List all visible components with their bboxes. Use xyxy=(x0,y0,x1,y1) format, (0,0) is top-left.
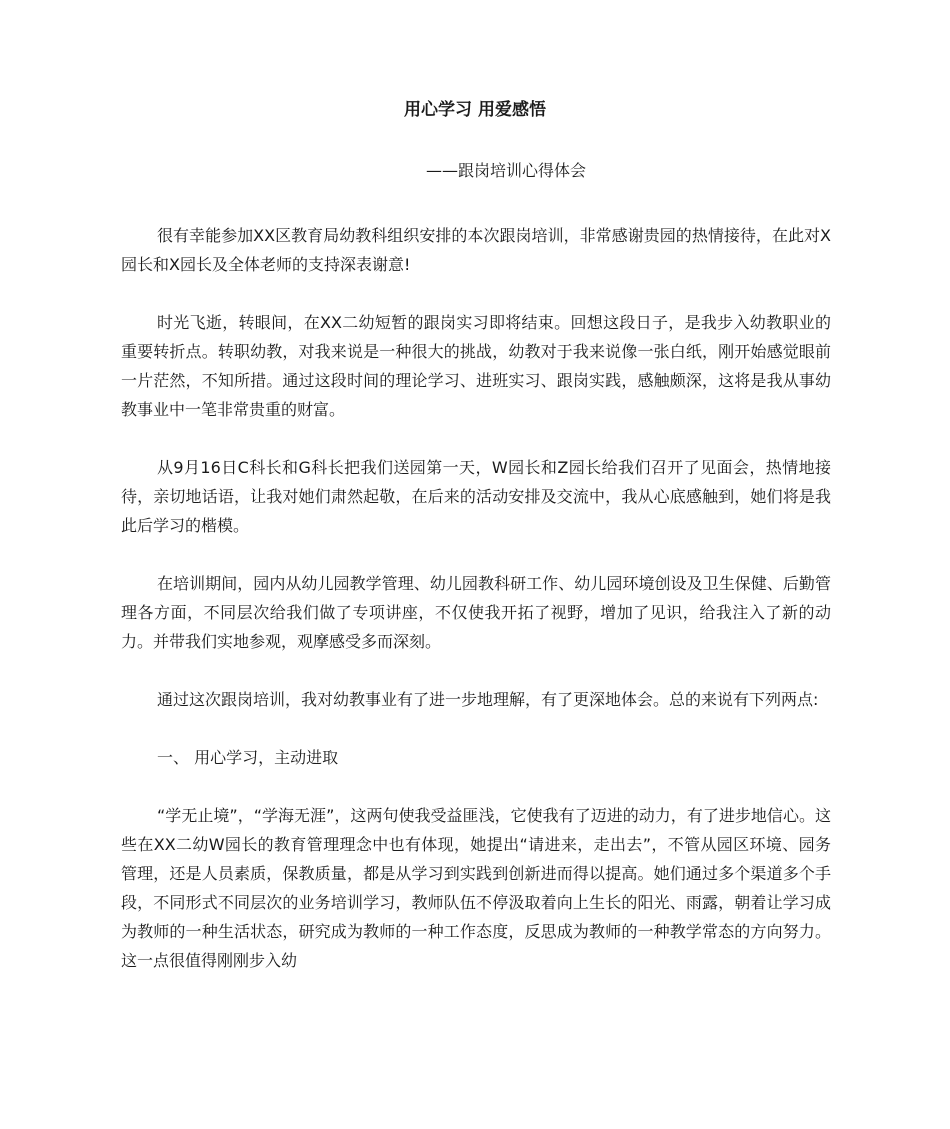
document-title: 用心学习 用爱感悟 xyxy=(404,100,546,120)
paragraph-4: 在培训期间，园内从幼儿园教学管理、幼儿园教科研工作、幼儿园环境创设及卫生保健、后勤管理各方面，不同层次给我们做了专项讲座，不仅使我开拓了视野，增加了见识，给我注入了新的动力。并带我们实地参观，观摩感受多而深刻。 xyxy=(121,574,831,651)
section-heading: 一、 用心学习，主动进取 xyxy=(157,748,339,767)
paragraph-2: 时光飞逝，转眼间，在XX二幼短暂的跟岗实习即将结束。回想这段日子，是我步入幼教职业的重要转折点。转职幼教，对我来说是一种很大的挑战，幼教对于我来说像一张白纸，刚开始感觉眼前一片茫然，不知所措。通过这段时间的理论学习、进班实习、跟岗实践，感触颇深，这将是我从事幼教事业中一笔非常贵重的财富。 xyxy=(121,313,831,419)
paragraph-5: 通过这次跟岗培训，我对幼教事业有了进一步地理解，有了更深地体会。总的来说有下列两点: xyxy=(157,690,819,709)
document-subtitle: ——跟岗培训心得体会 xyxy=(426,161,587,180)
section-paragraph: “学无止境”，“学海无涯”，这两句使我受益匪浅，它使我有了迈进的动力，有了进步地信心。这些在XX二幼W园长的教育管理理念中也有体现，她提出“请进来，走出去”，不管从园区环境、园务管理，还是人员素质，保教质量，都是从学习到实践到创新进而得以提高。她们通过多个渠道多个手段，不同形式不同层次的业务培训学习，教师队伍不停汲取着向上生长的阳光、雨露，朝着让学习成为教师的一种生活状态，研究成为教师的一种工作态度，反思成为教师的一种教学常态的方向努力。这一点很值得刚刚步入幼 xyxy=(121,806,831,970)
paragraph-1: 很有幸能参加XX区教育局幼教科组织安排的本次跟岗培训，非常感谢贵园的热情接待，在此对X园长和X园长及全体老师的支持深表谢意! xyxy=(121,226,831,274)
document-body xyxy=(121,221,831,1004)
paragraph-3: 从9月16日C科长和G科长把我们送园第一天，W园长和Z园长给我们召开了见面会，热情地接待，亲切地话语，让我对她们肃然起敬，在后来的活动安排及交流中，我从心底感触到，她们将是我此后学习的楷模。 xyxy=(121,458,831,535)
